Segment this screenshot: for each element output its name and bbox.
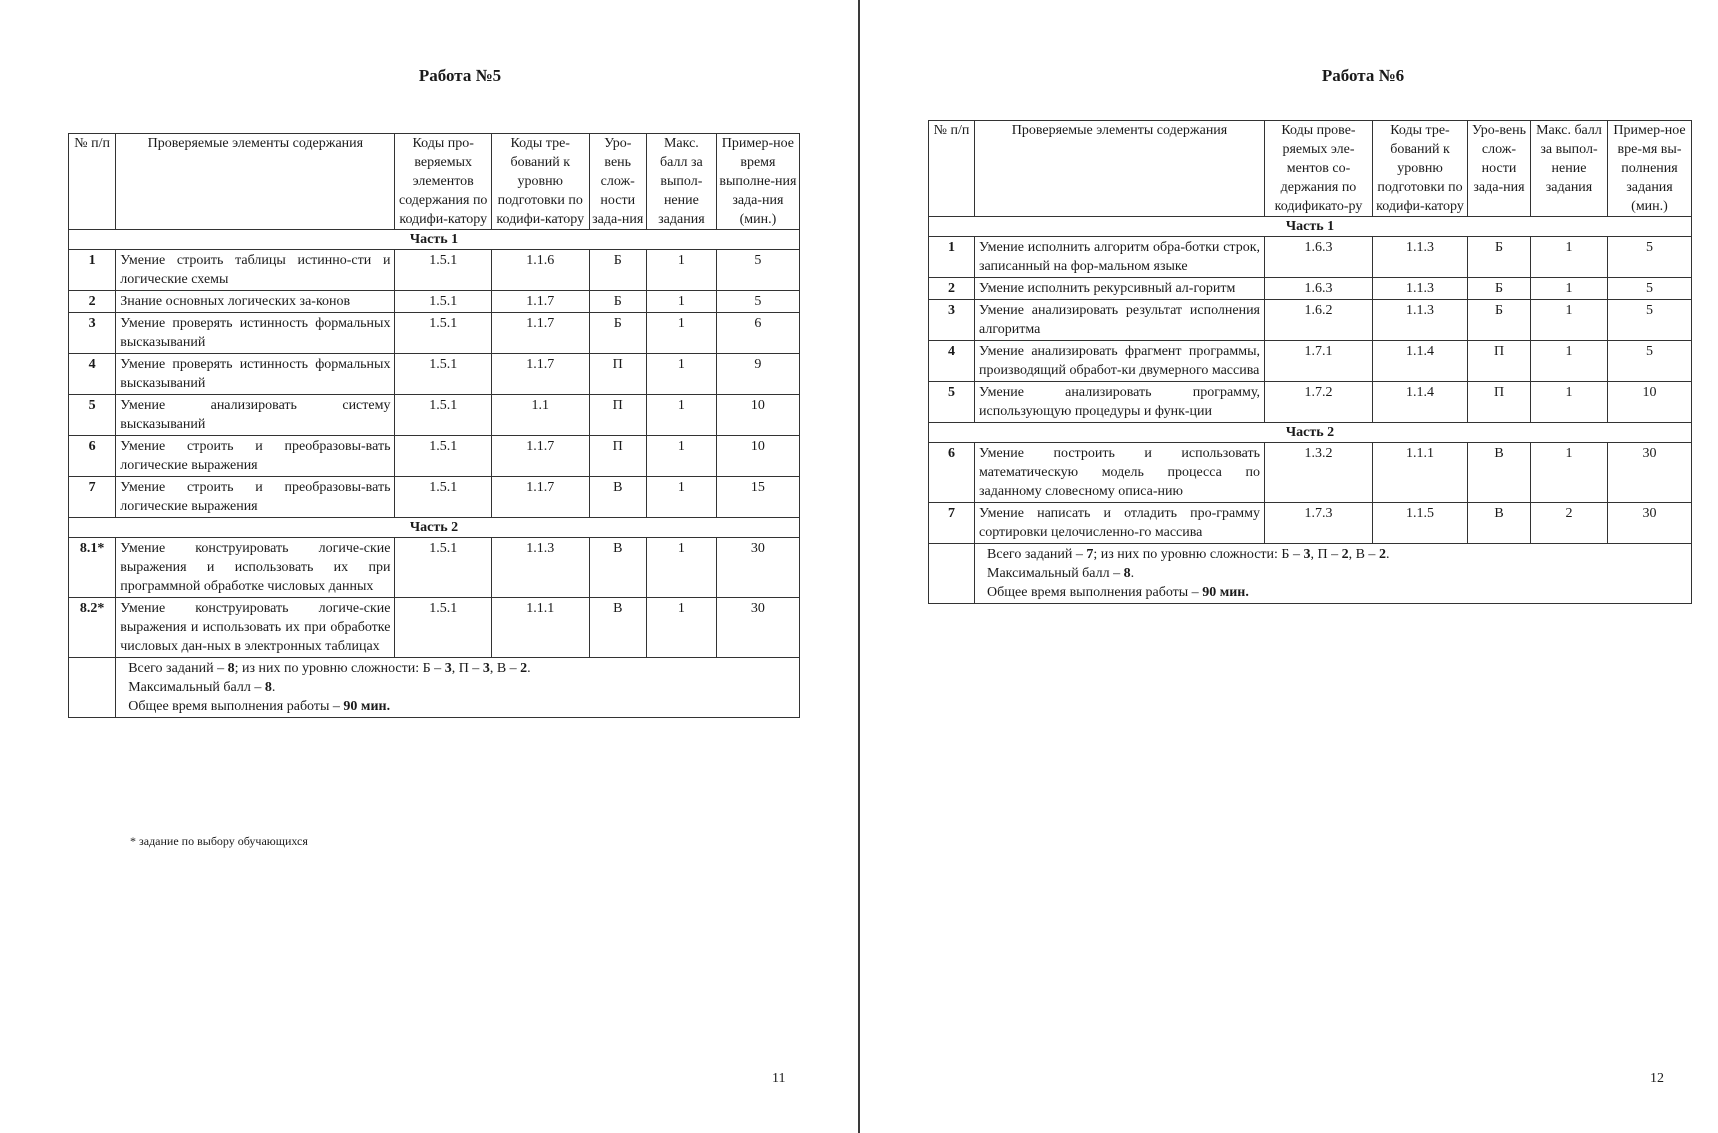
- row-level: Б: [1468, 237, 1531, 278]
- row-num: 7: [69, 477, 116, 518]
- page-title: Работа №5: [418, 66, 502, 85]
- row-time: 10: [716, 395, 799, 436]
- summary-max-score-line: Максимальный балл – 8.: [987, 566, 1135, 581]
- row-time: 6: [716, 313, 799, 354]
- page-right: [862, 0, 1718, 1133]
- row-time: 5: [1608, 300, 1692, 341]
- row-time: 15: [716, 477, 799, 518]
- header-time: Пример-ное время выполне-ния зада-ния (мин.): [716, 134, 799, 230]
- row-code: 1.7.3: [1265, 503, 1373, 544]
- part-row: [69, 518, 800, 538]
- header-score: Макс. балл за выпол-нение задания: [1531, 121, 1608, 217]
- row-score: 1: [646, 354, 716, 395]
- header-codes: Коды прове-ряемых эле-ментов со-держания по кодификато-ру: [1265, 121, 1373, 217]
- table-row: [69, 250, 800, 291]
- row-score: 1: [646, 291, 716, 313]
- row-num: 1: [929, 237, 975, 278]
- row-score: 1: [1531, 382, 1608, 423]
- page-left: [0, 0, 858, 1133]
- part-row: [69, 230, 800, 250]
- row-text: Умение исполнить рекурсивный ал-горитм: [975, 278, 1265, 300]
- row-code: 1.5.1: [395, 395, 492, 436]
- table-row: [69, 313, 800, 354]
- row-text: Умение проверять истинность формальных высказываний: [116, 354, 395, 395]
- row-req: 1.1.4: [1373, 382, 1468, 423]
- row-text: Умение проверять истинность формальных высказываний: [116, 313, 395, 354]
- table-row: [929, 503, 1692, 544]
- row-req: 1.1: [491, 395, 589, 436]
- row-num: 3: [929, 300, 975, 341]
- header-requirements: Коды тре-бований к уровню подготовки по кодифи-катору: [491, 134, 589, 230]
- row-time: 9: [716, 354, 799, 395]
- row-req: 1.1.3: [1373, 237, 1468, 278]
- row-req: 1.1.7: [491, 436, 589, 477]
- summary-max-score-line: Максимальный балл – 8.: [128, 680, 276, 695]
- row-code: 1.6.3: [1265, 237, 1373, 278]
- table-row: [929, 278, 1692, 300]
- row-time: 30: [716, 598, 799, 658]
- row-code: 1.5.1: [395, 250, 492, 291]
- spec-table: [928, 120, 1692, 604]
- row-text: Умение строить и преобразовы-вать логические выражения: [116, 477, 395, 518]
- row-req: 1.1.7: [491, 354, 589, 395]
- row-num: 4: [69, 354, 116, 395]
- row-req: 1.1.4: [1373, 341, 1468, 382]
- row-req: 1.1.7: [491, 313, 589, 354]
- table-row: [929, 341, 1692, 382]
- part-row: [929, 423, 1692, 443]
- row-code: 1.5.1: [395, 436, 492, 477]
- row-score: 2: [1531, 503, 1608, 544]
- table-row: [69, 538, 800, 598]
- row-level: Б: [589, 291, 646, 313]
- row-code: 1.3.2: [1265, 443, 1373, 503]
- row-code: 1.7.2: [1265, 382, 1373, 423]
- table-row: [929, 382, 1692, 423]
- row-level: П: [589, 354, 646, 395]
- row-time: 30: [1608, 443, 1692, 503]
- table-row: [69, 598, 800, 658]
- row-req: 1.1.1: [491, 598, 589, 658]
- row-text: Умение строить таблицы истинно-сти и логические схемы: [116, 250, 395, 291]
- table-row: [69, 477, 800, 518]
- row-text: Умение анализировать фрагмент программы, производящий обработ-ки двумерного массива: [975, 341, 1265, 382]
- row-score: 1: [1531, 300, 1608, 341]
- table-header-row: [69, 134, 800, 230]
- row-num: 1: [69, 250, 116, 291]
- page-title: Работа №6: [1321, 66, 1405, 85]
- row-text: Знание основных логических за-конов: [116, 291, 395, 313]
- summary-cell: [975, 544, 1692, 604]
- row-time: 5: [1608, 237, 1692, 278]
- summary-row: [69, 658, 800, 718]
- row-num: 8.2*: [69, 598, 116, 658]
- header-level: Уро-вень слож-ности зада-ния: [1468, 121, 1531, 217]
- row-time: 5: [1608, 341, 1692, 382]
- row-code: 1.5.1: [395, 313, 492, 354]
- row-text: Умение анализировать систему высказываний: [116, 395, 395, 436]
- row-text: Умение написать и отладить про-грамму сортировки целочисленно-го массива: [975, 503, 1265, 544]
- row-num: 3: [69, 313, 116, 354]
- row-text: Умение конструировать логиче-ские выражения и использовать их при обработке числовых дан-ных в электронных таблицах: [116, 598, 395, 658]
- row-code: 1.5.1: [395, 291, 492, 313]
- row-score: 1: [646, 395, 716, 436]
- row-level: В: [589, 477, 646, 518]
- row-level: В: [589, 598, 646, 658]
- row-score: 1: [646, 250, 716, 291]
- row-req: 1.1.1: [1373, 443, 1468, 503]
- page-divider: [858, 0, 860, 1133]
- row-time: 30: [1608, 503, 1692, 544]
- summary-cell: [116, 658, 800, 718]
- header-requirements: Коды тре-бований к уровню подготовки по кодифи-катору: [1373, 121, 1468, 217]
- row-time: 5: [716, 250, 799, 291]
- row-num: 5: [69, 395, 116, 436]
- row-num: 8.1*: [69, 538, 116, 598]
- row-code: 1.6.3: [1265, 278, 1373, 300]
- row-time: 5: [716, 291, 799, 313]
- row-text: Умение анализировать результат исполнения алгоритма: [975, 300, 1265, 341]
- row-req: 1.1.5: [1373, 503, 1468, 544]
- header-score: Макс. балл за выпол-нение задания: [646, 134, 716, 230]
- page-number: 11: [772, 1071, 786, 1086]
- row-level: Б: [589, 313, 646, 354]
- row-req: 1.1.7: [491, 291, 589, 313]
- row-code: 1.5.1: [395, 538, 492, 598]
- row-level: П: [589, 436, 646, 477]
- row-level: Б: [1468, 300, 1531, 341]
- header-codes: Коды про-веряемых элементов содержания по кодифи-катору: [395, 134, 492, 230]
- row-num: 2: [69, 291, 116, 313]
- part-label: Часть 2: [69, 518, 800, 538]
- spec-table: [68, 133, 800, 718]
- table-header-row: [929, 121, 1692, 217]
- row-req: 1.1.3: [1373, 278, 1468, 300]
- row-score: 1: [1531, 341, 1608, 382]
- summary-time-line: Общее время выполнения работы – 90 мин.: [128, 699, 391, 714]
- row-text: Умение построить и использовать математическую модель процесса по заданному словесному описа-нию: [975, 443, 1265, 503]
- row-time: 10: [1608, 382, 1692, 423]
- part-label: Часть 2: [929, 423, 1692, 443]
- header-num: № п/п: [929, 121, 975, 217]
- table-row: [69, 395, 800, 436]
- row-level: Б: [1468, 278, 1531, 300]
- summary-total-line: Всего заданий – 8; из них по уровню сложности: Б – 3, П – 3, В – 2.: [128, 661, 531, 676]
- header-time: Пример-ное вре-мя вы-полнения задания (мин.): [1608, 121, 1692, 217]
- row-code: 1.5.1: [395, 598, 492, 658]
- part-label: Часть 1: [69, 230, 800, 250]
- header-num: № п/п: [69, 134, 116, 230]
- table-row: [929, 237, 1692, 278]
- row-score: 1: [1531, 278, 1608, 300]
- row-req: 1.1.3: [491, 538, 589, 598]
- row-score: 1: [646, 477, 716, 518]
- row-time: 30: [716, 538, 799, 598]
- row-num: 5: [929, 382, 975, 423]
- row-level: В: [1468, 503, 1531, 544]
- row-score: 1: [646, 313, 716, 354]
- row-req: 1.1.7: [491, 477, 589, 518]
- row-num: 4: [929, 341, 975, 382]
- row-code: 1.5.1: [395, 354, 492, 395]
- row-num: 6: [929, 443, 975, 503]
- row-time: 5: [1608, 278, 1692, 300]
- row-level: В: [1468, 443, 1531, 503]
- row-score: 1: [1531, 237, 1608, 278]
- row-level: П: [1468, 341, 1531, 382]
- row-text: Умение исполнить алгоритм обра-ботки строк, записанный на фор-мальном языке: [975, 237, 1265, 278]
- row-code: 1.5.1: [395, 477, 492, 518]
- header-elements: Проверяемые элементы содержания: [975, 121, 1265, 217]
- row-req: 1.1.3: [1373, 300, 1468, 341]
- row-time: 10: [716, 436, 799, 477]
- row-level: Б: [589, 250, 646, 291]
- summary-row: [929, 544, 1692, 604]
- row-code: 1.7.1: [1265, 341, 1373, 382]
- summary-total-line: Всего заданий – 7; из них по уровню сложности: Б – 3, П – 2, В – 2.: [987, 547, 1390, 562]
- row-code: 1.6.2: [1265, 300, 1373, 341]
- part-row: [929, 217, 1692, 237]
- row-score: 1: [646, 538, 716, 598]
- row-text: Умение строить и преобразовы-вать логические выражения: [116, 436, 395, 477]
- header-elements: Проверяемые элементы содержания: [116, 134, 395, 230]
- summary-time-line: Общее время выполнения работы – 90 мин.: [987, 585, 1249, 600]
- header-level: Уро-вень слож-ности зада-ния: [589, 134, 646, 230]
- row-text: Умение анализировать программу, использующую процедуры и функ-ции: [975, 382, 1265, 423]
- footnote: * задание по выбору обучающихся: [130, 834, 308, 848]
- table-row: [929, 300, 1692, 341]
- page-number: 12: [1650, 1071, 1664, 1086]
- table-row: [69, 291, 800, 313]
- row-num: 6: [69, 436, 116, 477]
- row-level: П: [589, 395, 646, 436]
- row-level: В: [589, 538, 646, 598]
- summary-empty-cell: [929, 544, 975, 604]
- row-score: 1: [1531, 443, 1608, 503]
- row-num: 7: [929, 503, 975, 544]
- row-req: 1.1.6: [491, 250, 589, 291]
- table-row: [929, 443, 1692, 503]
- row-score: 1: [646, 598, 716, 658]
- summary-empty-cell: [69, 658, 116, 718]
- part-label: Часть 1: [929, 217, 1692, 237]
- row-level: П: [1468, 382, 1531, 423]
- table-row: [69, 436, 800, 477]
- row-num: 2: [929, 278, 975, 300]
- table-row: [69, 354, 800, 395]
- row-text: Умение конструировать логиче-ские выражения и использовать их при программной обработке числовых данных: [116, 538, 395, 598]
- row-score: 1: [646, 436, 716, 477]
